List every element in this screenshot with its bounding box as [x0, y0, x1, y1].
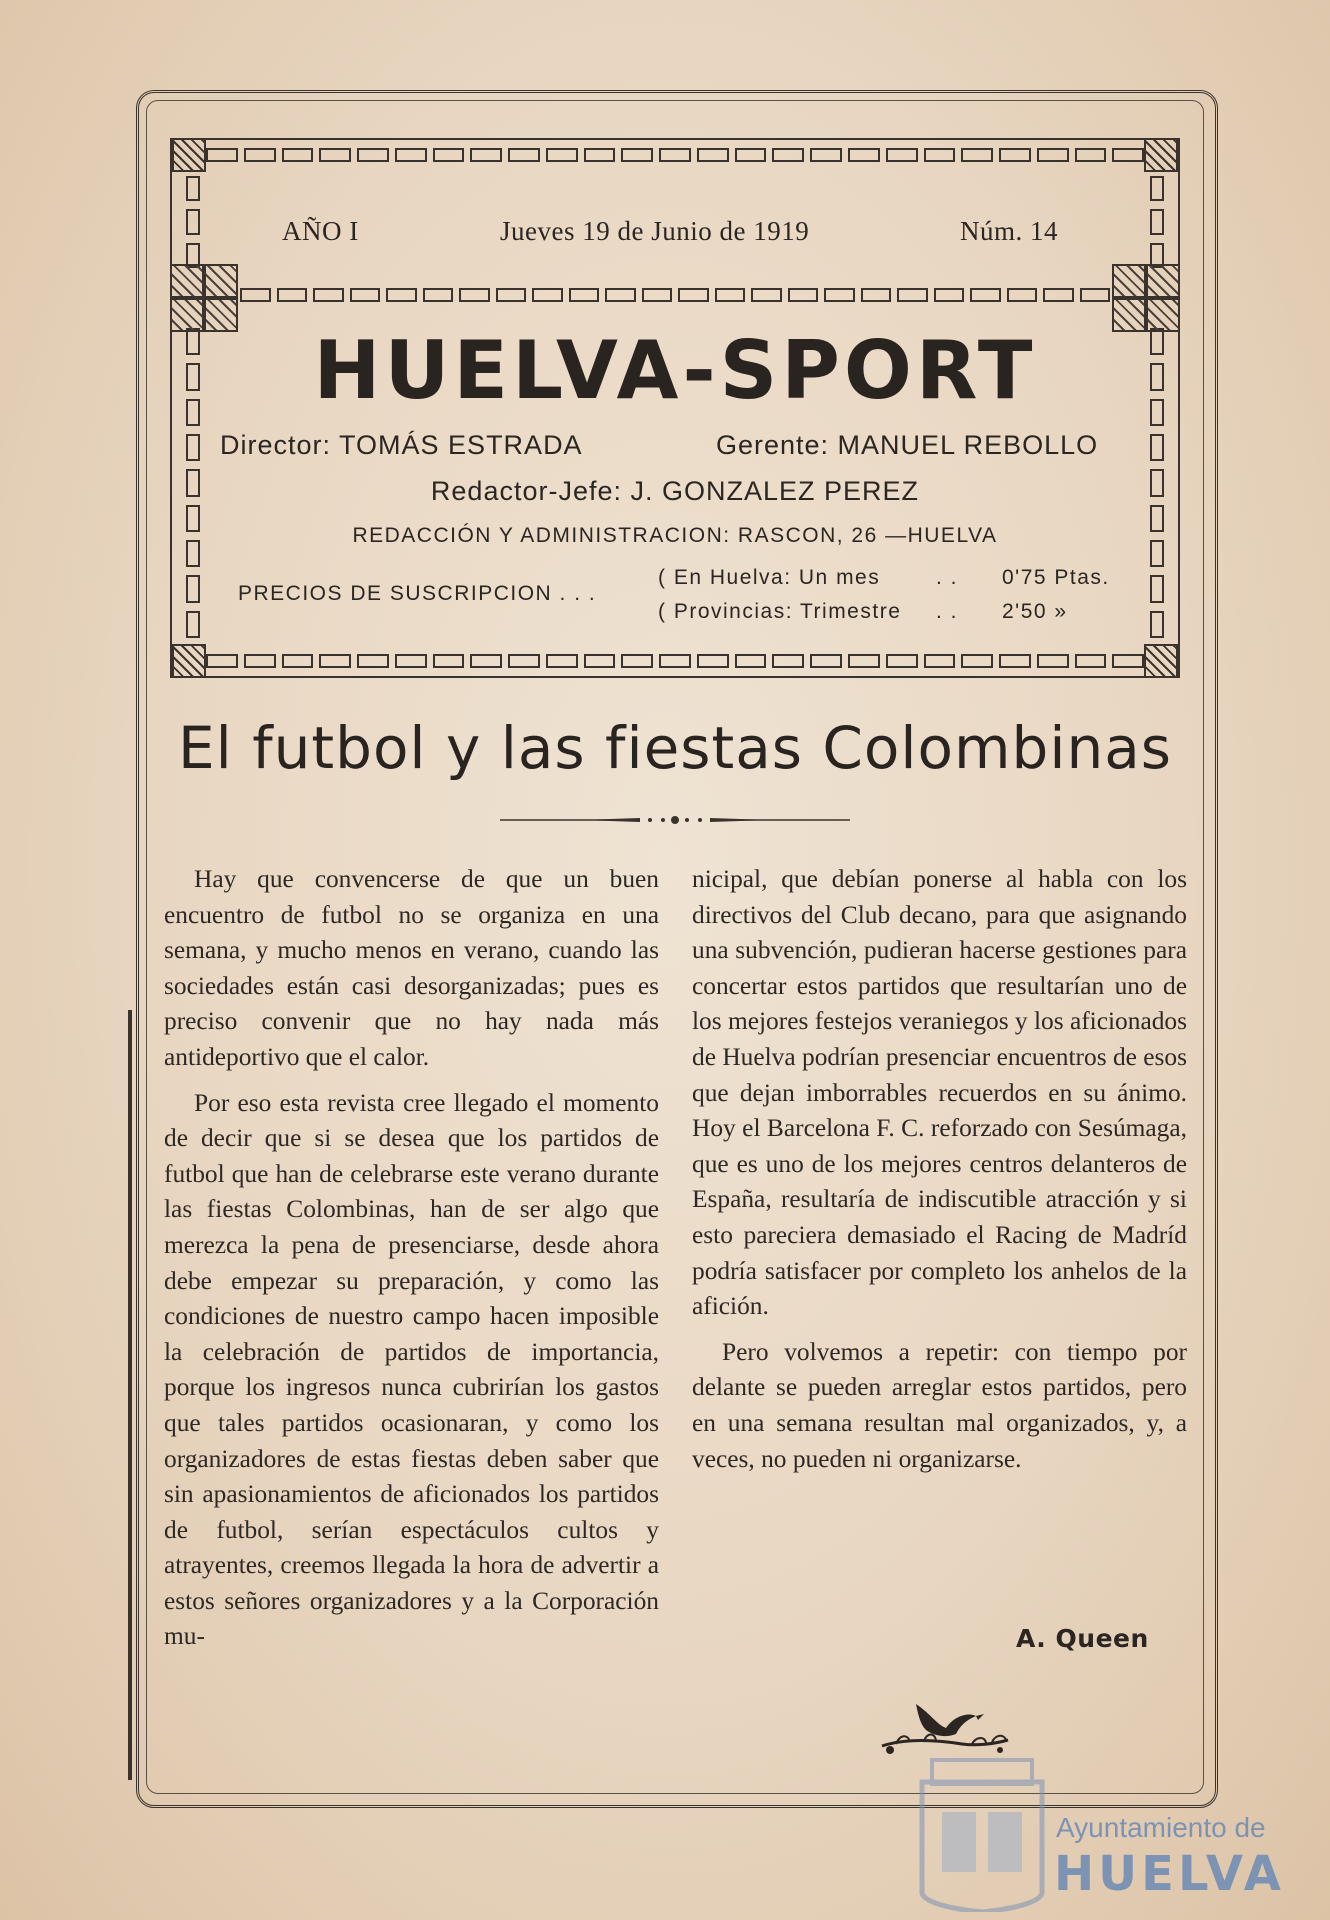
issue-date: Jueves 19 de Junio de 1919 — [500, 216, 810, 246]
ornament-row-bottom — [206, 654, 1144, 668]
subscription-province-place: ( Provincias: Trimestre — [658, 600, 902, 623]
cross-ornament-left — [170, 264, 238, 332]
article-paragraph: Por eso esta revista cree llegado el momento de decir que si se desea que los partidos de futbol que han de celebrarse este verano durante las fiestas Colombinas, han de ser algo que merezca la pena de presenciarse, desde ahora debe empezar su preparación, y como las condiciones de nuestro campo hacen imposible la celebración de partidos de importancia, porque los ingresos nunca cubrirían los gastos que tales partidos ocasionaran, y como los organizadores de estas fiestas deben saber que sin apasionamientos de aficionados los partidos de futbol, serían espectáculos cultos y atrayentes, creemos llegada la hora de advertir a estos señores organizadores y a la Corporación mu- — [164, 1088, 659, 1651]
issue-year: AÑO I — [282, 216, 359, 246]
corner-ornament-top-left — [172, 138, 206, 172]
article-signature: A. Queen — [1016, 1624, 1149, 1653]
ornament-col-left-upper — [186, 176, 200, 268]
article-headline: El futbol y las fiestas Colombinas — [178, 714, 1172, 782]
issue-number: Núm. 14 — [960, 216, 1058, 246]
subscription-local-dots: . . — [936, 566, 959, 589]
corner-ornament-bottom-left — [172, 644, 206, 678]
article-paragraph: Pero volvemos a repetir: con tiempo por delante se pueden arreglar estos partidos, pero en una semana resultan mal organizados, y, a veces, no pueden ni organizarse. — [692, 1337, 1187, 1473]
address-line: REDACCIÓN Y ADMINISTRACION: RASCON, 26 —HUELVA — [352, 524, 998, 547]
header-box — [170, 138, 1180, 678]
subscription-province-price: 2'50 » — [1002, 600, 1068, 623]
subscription-local-place: ( En Huelva: Un mes — [658, 566, 881, 589]
article-paragraph: nicipal, que debían ponerse al habla con los directivos del Club decano, para que asignando una subvención, pudieran hacerse gestiones para concertar estos partidos que resultarían uno de los mejores festejos veraniegos y los aficionados de Huelva podrían presenciar encuentros de esos que dejan imborrables recuerdos en su ánimo. Hoy el Barcelona F. C. reforzado con Sesúmaga, que es uno de los mejores centros delanteros de España, resultaría de indiscutible atracción y si esto pareciera demasiado el Racing de Madríd podría satisfacer por completo los anhelos de la afición. — [692, 865, 1187, 1321]
subscription-label: PRECIOS DE SUSCRIPCION . . . — [238, 582, 597, 605]
article-column-1 — [164, 862, 659, 1665]
ornament-row-middle — [240, 288, 1110, 302]
left-margin-rule — [128, 1010, 132, 1780]
headline-divider-ornament — [500, 815, 850, 825]
masthead-title: HUELVA-SPORT — [313, 324, 1037, 417]
cross-ornament-right — [1112, 264, 1180, 332]
watermark-line-1: Ayuntamiento de — [1056, 1812, 1266, 1843]
subscription-province-dots: . . — [936, 600, 959, 623]
ornament-col-right-upper — [1150, 176, 1164, 268]
editor-line: Redactor-Jefe: J. GONZALEZ PEREZ — [430, 476, 920, 506]
article-paragraph: Hay que convencerse de que un buen encuentro de futbol no se organiza en una semana, y mucho menos en verano, cuando las sociedades están casi desorganizadas; pues es preciso convenir que no hay nada más antideportivo que el calor. — [164, 865, 659, 1071]
watermark-line-2: HUELVA — [1054, 1846, 1285, 1902]
director-line: Director: TOMÁS ESTRADA — [220, 430, 583, 460]
article-column-2 — [692, 862, 1187, 1487]
corner-ornament-bottom-right — [1144, 644, 1178, 678]
ornament-row-top — [206, 148, 1144, 162]
subscription-local-price: 0'75 Ptas. — [1002, 566, 1110, 589]
manager-line: Gerente: MANUEL REBOLLO — [716, 430, 1099, 460]
corner-ornament-top-right — [1144, 138, 1178, 172]
